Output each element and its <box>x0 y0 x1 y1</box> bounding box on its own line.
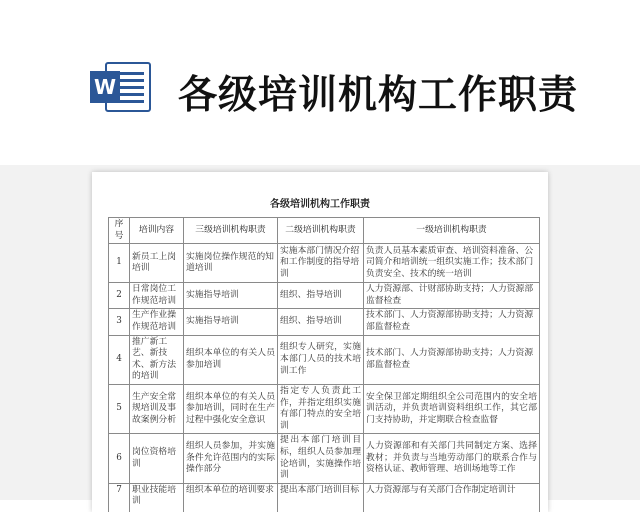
table-row <box>109 434 540 483</box>
level3-duty-cell: 组织人员参加，并实施条件允许范围内的实际操作部分 <box>184 434 278 483</box>
svg-text:W: W <box>93 75 117 99</box>
training-content-cell: 生产作业操作规范培训 <box>130 309 184 335</box>
level2-duty-cell: 提出本部门培训目标 <box>278 483 364 512</box>
level2-duty-cell: 组织、指导培训 <box>278 283 364 309</box>
level1-duty-cell: 人力资源部与有关部门合作制定培训计 <box>364 483 540 512</box>
training-content-cell: 岗位资格培训 <box>130 434 184 483</box>
row-number: 1 <box>109 244 130 283</box>
level2-duty-cell: 组织专人研究，实施本部门人员的技术培训工作 <box>278 335 364 384</box>
page-title: 各级培训机构工作职责 <box>178 73 579 118</box>
row-number: 2 <box>109 283 130 309</box>
column-header-level1: 一级培训机构职责 <box>364 218 540 244</box>
slide-header <box>0 0 640 165</box>
training-content-cell: 新员工上岗培训 <box>130 244 184 283</box>
table-row <box>109 309 540 335</box>
table-header-row <box>109 218 540 244</box>
table-row <box>109 244 540 283</box>
row-number: 7 <box>109 483 130 512</box>
level3-duty-cell: 实施岗位操作规范的知道培训 <box>184 244 278 283</box>
level3-duty-cell: 组织本单位的有关人员参加培训，同时在生产过程中强化安全意识 <box>184 384 278 433</box>
training-content-cell: 生产安全常规培训及事故案例分析 <box>130 384 184 433</box>
level1-duty-cell: 负责人员基本素质审查、培训资料准备、公司简介和培训统一组织实施工作；技术部门负责安全、技术的统一培训 <box>364 244 540 283</box>
level3-duty-cell: 组织本单位的有关人员参加培训 <box>184 335 278 384</box>
level2-duty-cell: 提出本部门培训目标，组织人员参加理论培训，实施操作培训 <box>278 434 364 483</box>
document-page <box>92 172 548 512</box>
level1-duty-cell: 安全保卫部定期组织全公司范围内的安全培训活动，并负责培训资料组织工作，其它部门支持协助，并定期联合检查监督 <box>364 384 540 433</box>
level1-duty-cell: 技术部门、人力资源部协助支持；人力资源部监督检查 <box>364 309 540 335</box>
level3-duty-cell: 实施指导培训 <box>184 283 278 309</box>
table-row <box>109 384 540 433</box>
level3-duty-cell: 组织本单位的培训要求 <box>184 483 278 512</box>
level2-duty-cell: 组织、指导培训 <box>278 309 364 335</box>
column-header-level3: 三级培训机构职责 <box>184 218 278 244</box>
level2-duty-cell: 实施本部门情况介绍和工作制度的指导培训 <box>278 244 364 283</box>
duty-table <box>108 217 540 512</box>
table-row <box>109 335 540 384</box>
column-header-content: 培训内容 <box>130 218 184 244</box>
table-row <box>109 483 540 512</box>
row-number: 6 <box>109 434 130 483</box>
level1-duty-cell: 人力资源部、计财部协助支持；人力资源部监督检查 <box>364 283 540 309</box>
word-document-icon <box>88 62 152 112</box>
training-content-cell: 职业技能培训 <box>130 483 184 512</box>
document-title: 各级培训机构工作职责 <box>270 199 370 210</box>
level2-duty-cell: 指定专人负责此工作，并指定组织实施有部门特点的安全培训 <box>278 384 364 433</box>
column-header-level2: 二级培训机构职责 <box>278 218 364 244</box>
level3-duty-cell: 实施指导培训 <box>184 309 278 335</box>
column-header-no: 序号 <box>109 218 130 244</box>
row-number: 3 <box>109 309 130 335</box>
training-content-cell: 推广新工艺、新技术、新方法的培训 <box>130 335 184 384</box>
training-content-cell: 日常岗位工作规范培训 <box>130 283 184 309</box>
level1-duty-cell: 人力资源部和有关部门共同制定方案、选择教材；并负责与当地劳动部门的联系合作与资格认证、教师管理、培训场地等工作 <box>364 434 540 483</box>
table-row <box>109 283 540 309</box>
level1-duty-cell: 技术部门、人力资源部协助支持；人力资源部监督检查 <box>364 335 540 384</box>
row-number: 4 <box>109 335 130 384</box>
row-number: 5 <box>109 384 130 433</box>
